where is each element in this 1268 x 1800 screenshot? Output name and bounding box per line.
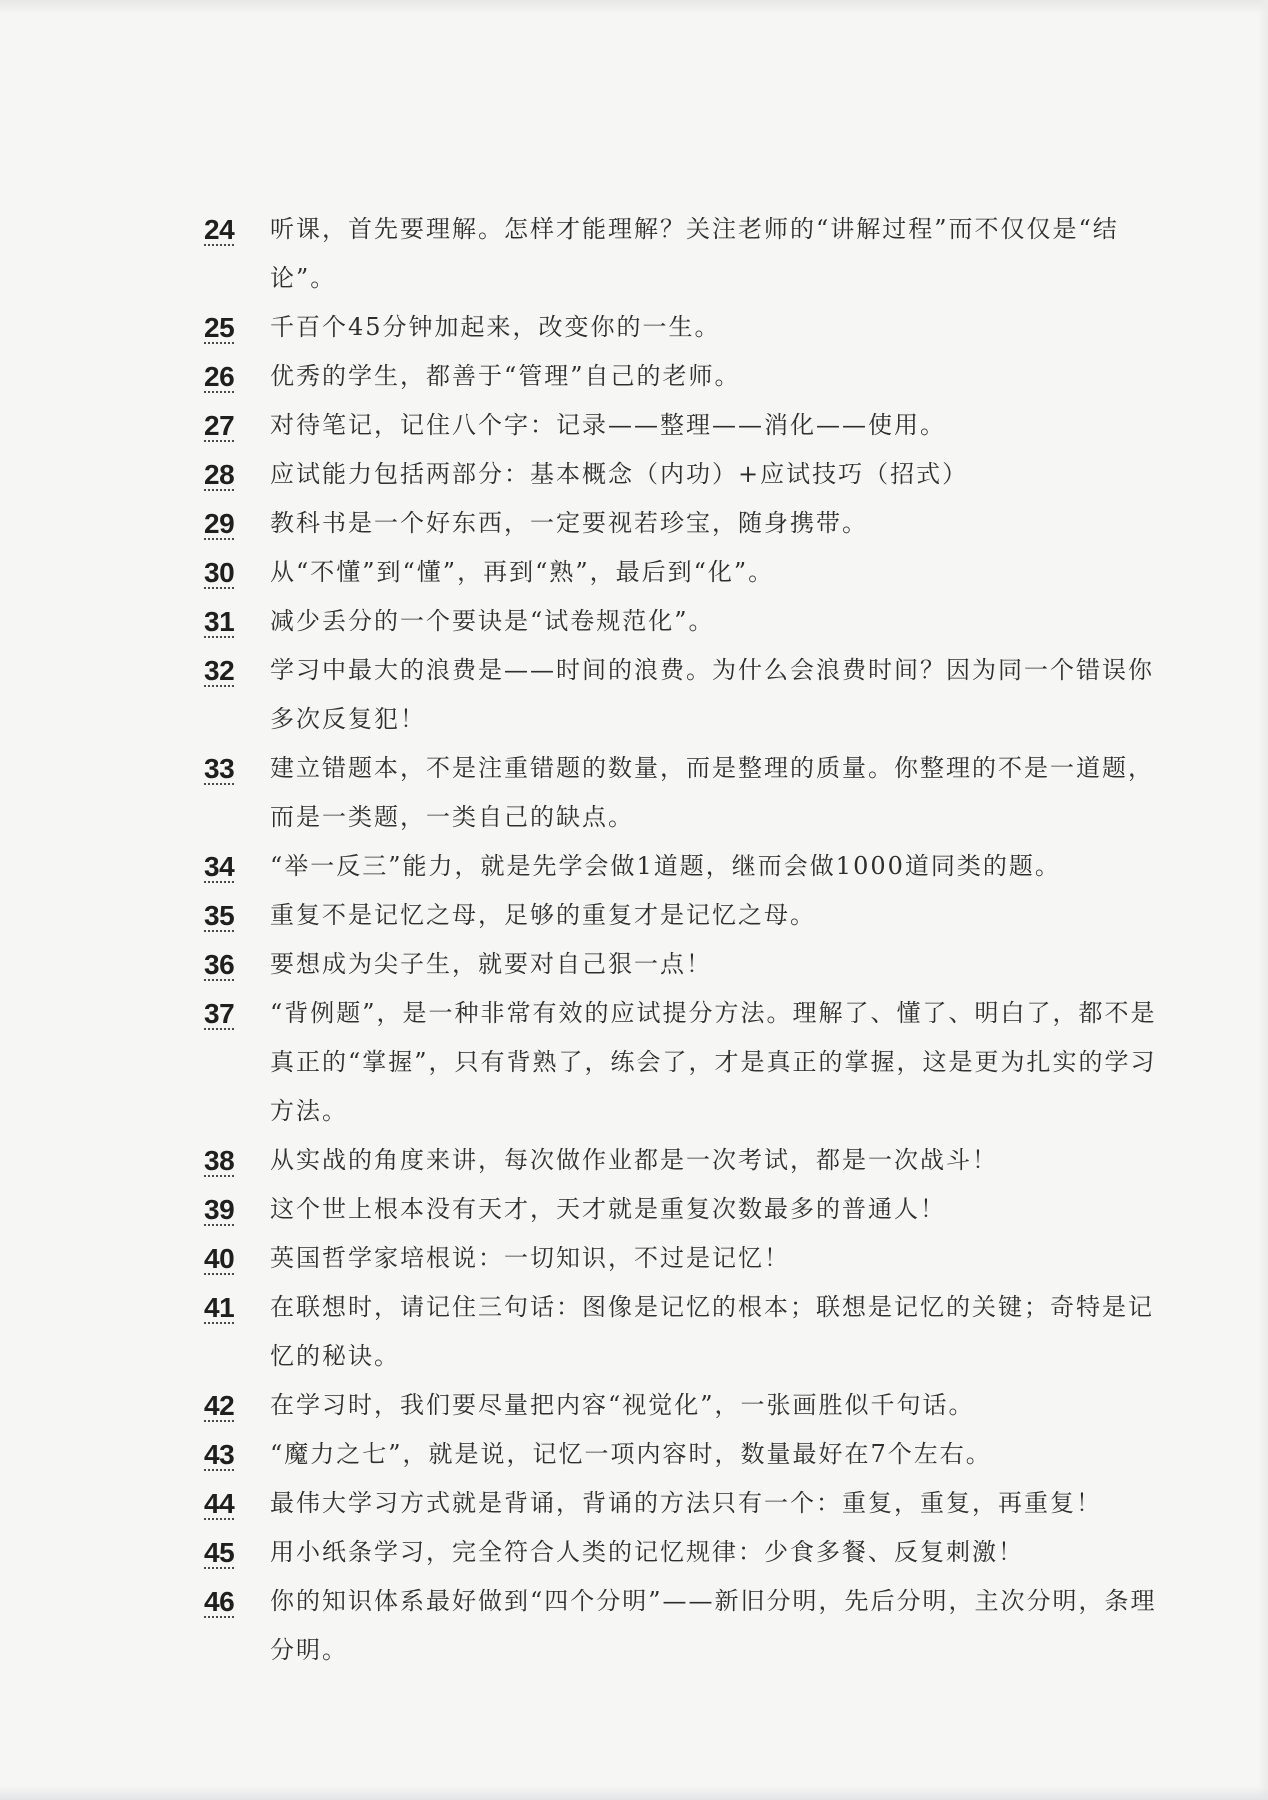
item-number [204,205,270,254]
item-text: 学习中最大的浪费是——时间的浪费。为什么会浪费时间？因为同一个错误你多次反复犯！ [270,656,1154,733]
list-item [204,646,1172,744]
item-number-label: 25 [204,312,235,343]
item-number-label: 35 [204,900,235,931]
item-number [204,1528,270,1577]
item-text: 建立错题本，不是注重错题的数量，而是整理的质量。你整理的不是一道题，而是一类题，一类自己的缺点。 [270,754,1154,831]
numbered-tips-list [204,205,1172,1675]
list-item [204,205,1172,303]
item-number [204,842,270,891]
item-text: 应试能力包括两部分：基本概念（内功）+应试技巧（招式） [270,460,969,488]
scan-shadow-top [0,0,1268,14]
item-number [204,1283,270,1332]
item-number [204,744,270,793]
item-text: 英国哲学家培根说：一切知识，不过是记忆！ [270,1244,790,1272]
item-text: “背例题”，是一种非常有效的应试提分方法。理解了、懂了、明白了，都不是真正的“掌握”，只有背熟了，练会了，才是真正的掌握，这是更为扎实的学习方法。 [270,999,1157,1125]
item-text: “举一反三”能力，就是先学会做1道题，继而会做1000道同类的题。 [270,852,1061,880]
list-item [204,303,1172,352]
item-number [204,1577,270,1626]
item-number [204,1185,270,1234]
item-number-label: 32 [204,655,235,686]
list-item [204,744,1172,842]
list-item [204,499,1172,548]
list-item [204,450,1172,499]
item-number-label: 33 [204,753,235,784]
item-number-label: 37 [204,998,235,1029]
list-item [204,1136,1172,1185]
list-item [204,1283,1172,1381]
list-item [204,352,1172,401]
item-number [204,1381,270,1430]
list-item [204,891,1172,940]
item-number-label: 28 [204,459,235,490]
item-text: 优秀的学生，都善于“管理”自己的老师。 [270,362,741,390]
item-number-label: 39 [204,1194,235,1225]
item-number [204,597,270,646]
item-number-label: 45 [204,1537,235,1568]
list-item [204,842,1172,891]
item-text: 重复不是记忆之母，足够的重复才是记忆之母。 [270,901,816,929]
item-text: 用小纸条学习，完全符合人类的记忆规律：少食多餐、反复刺激！ [270,1538,1024,1566]
item-number-label: 36 [204,949,235,980]
item-number [204,989,270,1038]
item-number [204,1234,270,1283]
item-number-label: 41 [204,1292,235,1323]
item-number-label: 42 [204,1390,235,1421]
list-item [204,401,1172,450]
item-number [204,1479,270,1528]
item-text: 在联想时，请记住三句话：图像是记忆的根本；联想是记忆的关键；奇特是记忆的秘诀。 [270,1293,1154,1370]
item-text: 对待笔记，记住八个字：记录——整理——消化——使用。 [270,411,946,439]
item-number [204,891,270,940]
item-text: 这个世上根本没有天才，天才就是重复次数最多的普通人！ [270,1195,946,1223]
item-text: 从“不懂”到“懂”，再到“熟”，最后到“化”。 [270,558,775,586]
list-item [204,1234,1172,1283]
item-text: 你的知识体系最好做到“四个分明”——新旧分明，先后分明，主次分明，条理分明。 [270,1587,1157,1664]
list-item [204,597,1172,646]
item-number [204,303,270,352]
item-number [204,548,270,597]
list-item [204,1528,1172,1577]
item-text: 在学习时，我们要尽量把内容“视觉化”，一张画胜似千句话。 [270,1391,975,1419]
item-number-label: 43 [204,1439,235,1470]
item-text: 减少丢分的一个要诀是“试卷规范化”。 [270,607,715,635]
item-text: 从实战的角度来讲，每次做作业都是一次考试，都是一次战斗！ [270,1146,998,1174]
list-item [204,548,1172,597]
scan-shadow-bottom [0,1786,1268,1800]
item-text: 要想成为尖子生，就要对自己狠一点！ [270,950,712,978]
scan-shadow-right [1258,0,1268,1800]
item-number [204,450,270,499]
list-item [204,1479,1172,1528]
item-number-label: 26 [204,361,235,392]
item-text: 教科书是一个好东西，一定要视若珍宝，随身携带。 [270,509,868,537]
item-number-label: 30 [204,557,235,588]
item-text: 听课，首先要理解。怎样才能理解？关注老师的“讲解过程”而不仅仅是“结论”。 [270,215,1119,292]
list-item [204,1185,1172,1234]
item-number [204,1430,270,1479]
item-number-label: 44 [204,1488,235,1519]
item-number-label: 31 [204,606,235,637]
list-item [204,1430,1172,1479]
item-number [204,352,270,401]
item-number [204,499,270,548]
item-number-label: 34 [204,851,235,882]
item-number-label: 29 [204,508,235,539]
item-number-label: 46 [204,1586,235,1617]
item-number-label: 40 [204,1243,235,1274]
item-text: 最伟大学习方式就是背诵，背诵的方法只有一个：重复，重复，再重复！ [270,1489,1102,1517]
item-number-label: 38 [204,1145,235,1176]
item-number-label: 27 [204,410,235,441]
list-item [204,989,1172,1136]
item-number [204,401,270,450]
item-text: “魔力之七”，就是说，记忆一项内容时，数量最好在7个左右。 [270,1440,992,1468]
item-number [204,646,270,695]
item-text: 千百个45分钟加起来，改变你的一生。 [270,313,721,341]
item-number-label: 24 [204,214,235,245]
item-number [204,940,270,989]
list-item [204,1381,1172,1430]
item-number [204,1136,270,1185]
list-item [204,940,1172,989]
list-item [204,1577,1172,1675]
